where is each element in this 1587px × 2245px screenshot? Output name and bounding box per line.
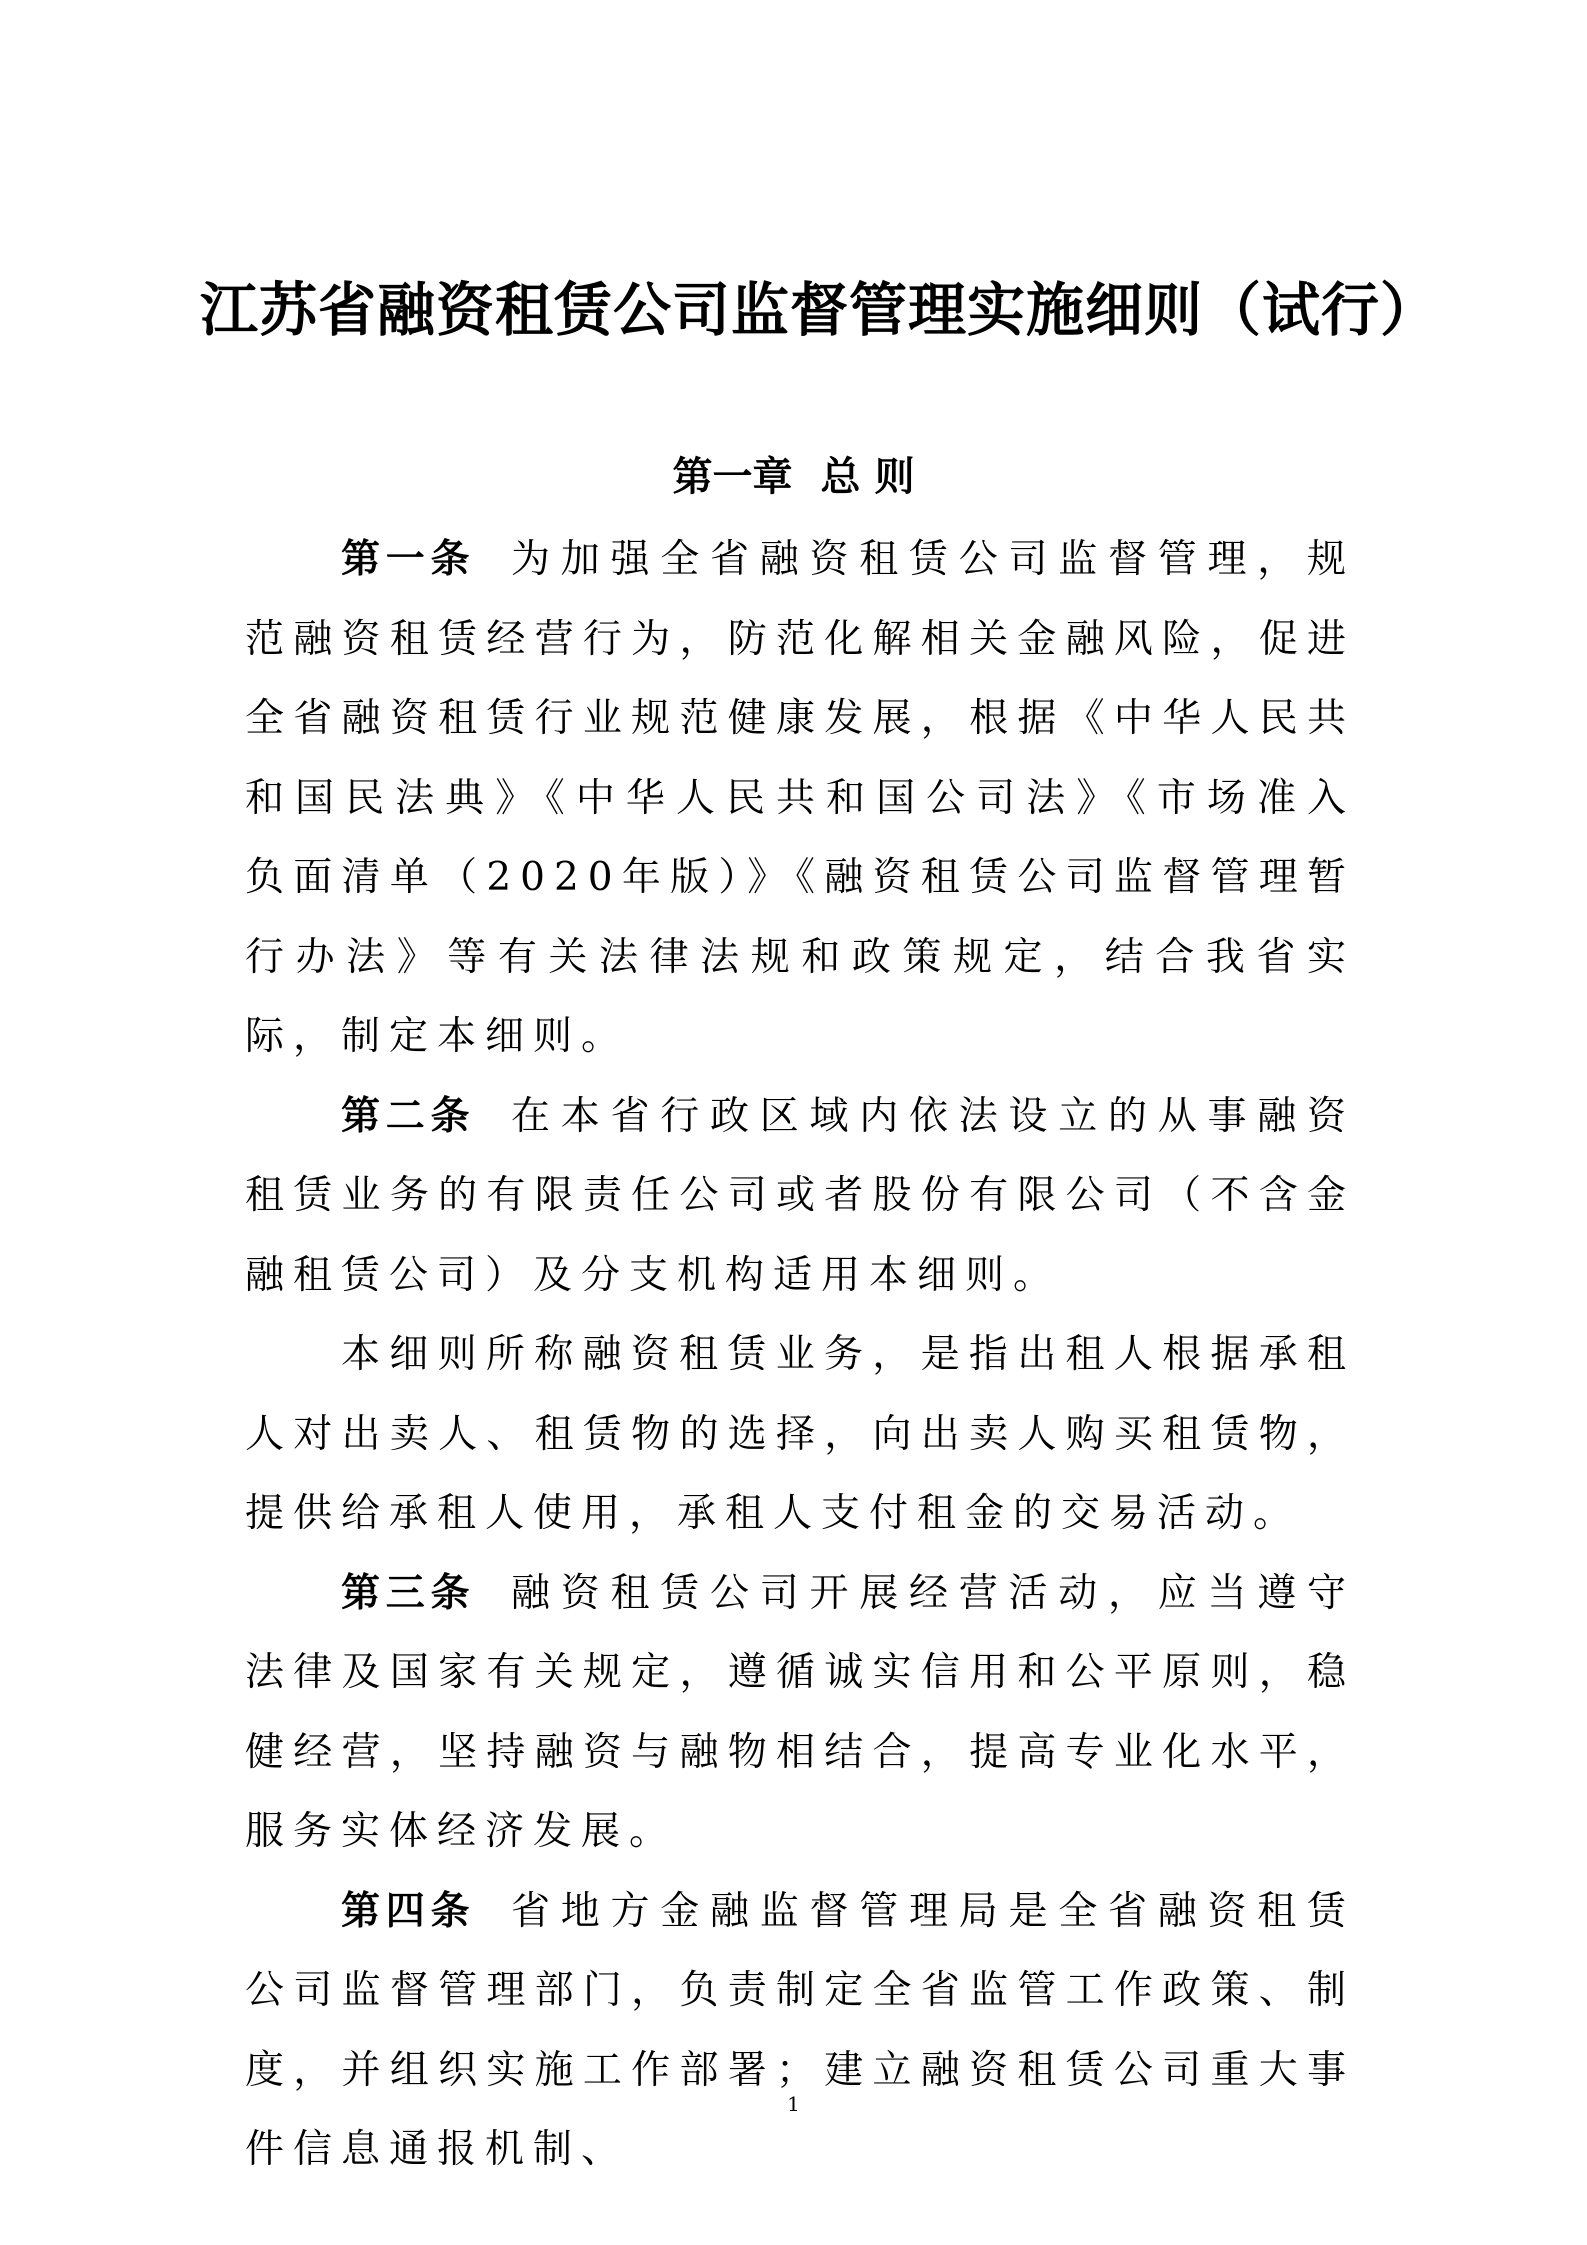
article-paragraph-4 <box>245 1554 1355 1872</box>
chapter-name: 总 则 <box>820 454 915 500</box>
article-paragraph-2 <box>245 1077 1355 1316</box>
article-text: 本细则所称融资租赁业务，是指出租人根据承租人对出卖人、租赁物的选择，向出卖人购买租赁物，提供给承租人使用，承租人支付租金的交易活动。 <box>245 1332 1355 1536</box>
article-lead: 第三条 <box>341 1570 476 1616</box>
article-lead: 第一条 <box>341 537 476 582</box>
page-number: 1 <box>787 2092 800 2116</box>
document-title: 江苏省融资租赁公司监督管理实施细则（试行） <box>200 276 1440 344</box>
chapter-heading <box>200 445 1387 509</box>
article-paragraph-1 <box>245 520 1355 1077</box>
article-text: 省地方金融监督管理局是全省融资租赁公司监督管理部门，负责制定全省监管工作政策、制度，并组织实施工作部署；建立融资租赁公司重大事件信息通报机制、 <box>245 1888 1355 2172</box>
article-paragraph-5 <box>245 1872 1355 2190</box>
article-lead: 第二条 <box>341 1093 476 1139</box>
article-lead: 第四条 <box>341 1888 476 1934</box>
chapter-number: 第一章 <box>672 454 793 500</box>
article-text: 在本省行政区域内依法设立的从事融资租赁业务的有限责任公司或者股份有限公司（不含金融租赁公司）及分支机构适用本细则。 <box>245 1093 1355 1298</box>
article-text: 为加强全省融资租赁公司监督管理，规范融资租赁经营行为，防范化解相关金融风险，促进全省融资租赁行业规范健康发展，根据《中华人民共和国民法典》《中华人民共和国公司法》《市场准入负面清单（2020年版）》《融资租赁公司监督管理暂行办法》等有关法律法规和政策规定，结合我省实际，制定本细则。 <box>245 537 1355 1059</box>
article-text: 融资租赁公司开展经营活动，应当遵守法律及国家有关规定，遵循诚实信用和公平原则，稳健经营，坚持融资与融物相结合，提高专业化水平，服务实体经济发展。 <box>245 1570 1355 1854</box>
document-body <box>245 520 1355 2190</box>
article-paragraph-3 <box>245 1315 1355 1554</box>
